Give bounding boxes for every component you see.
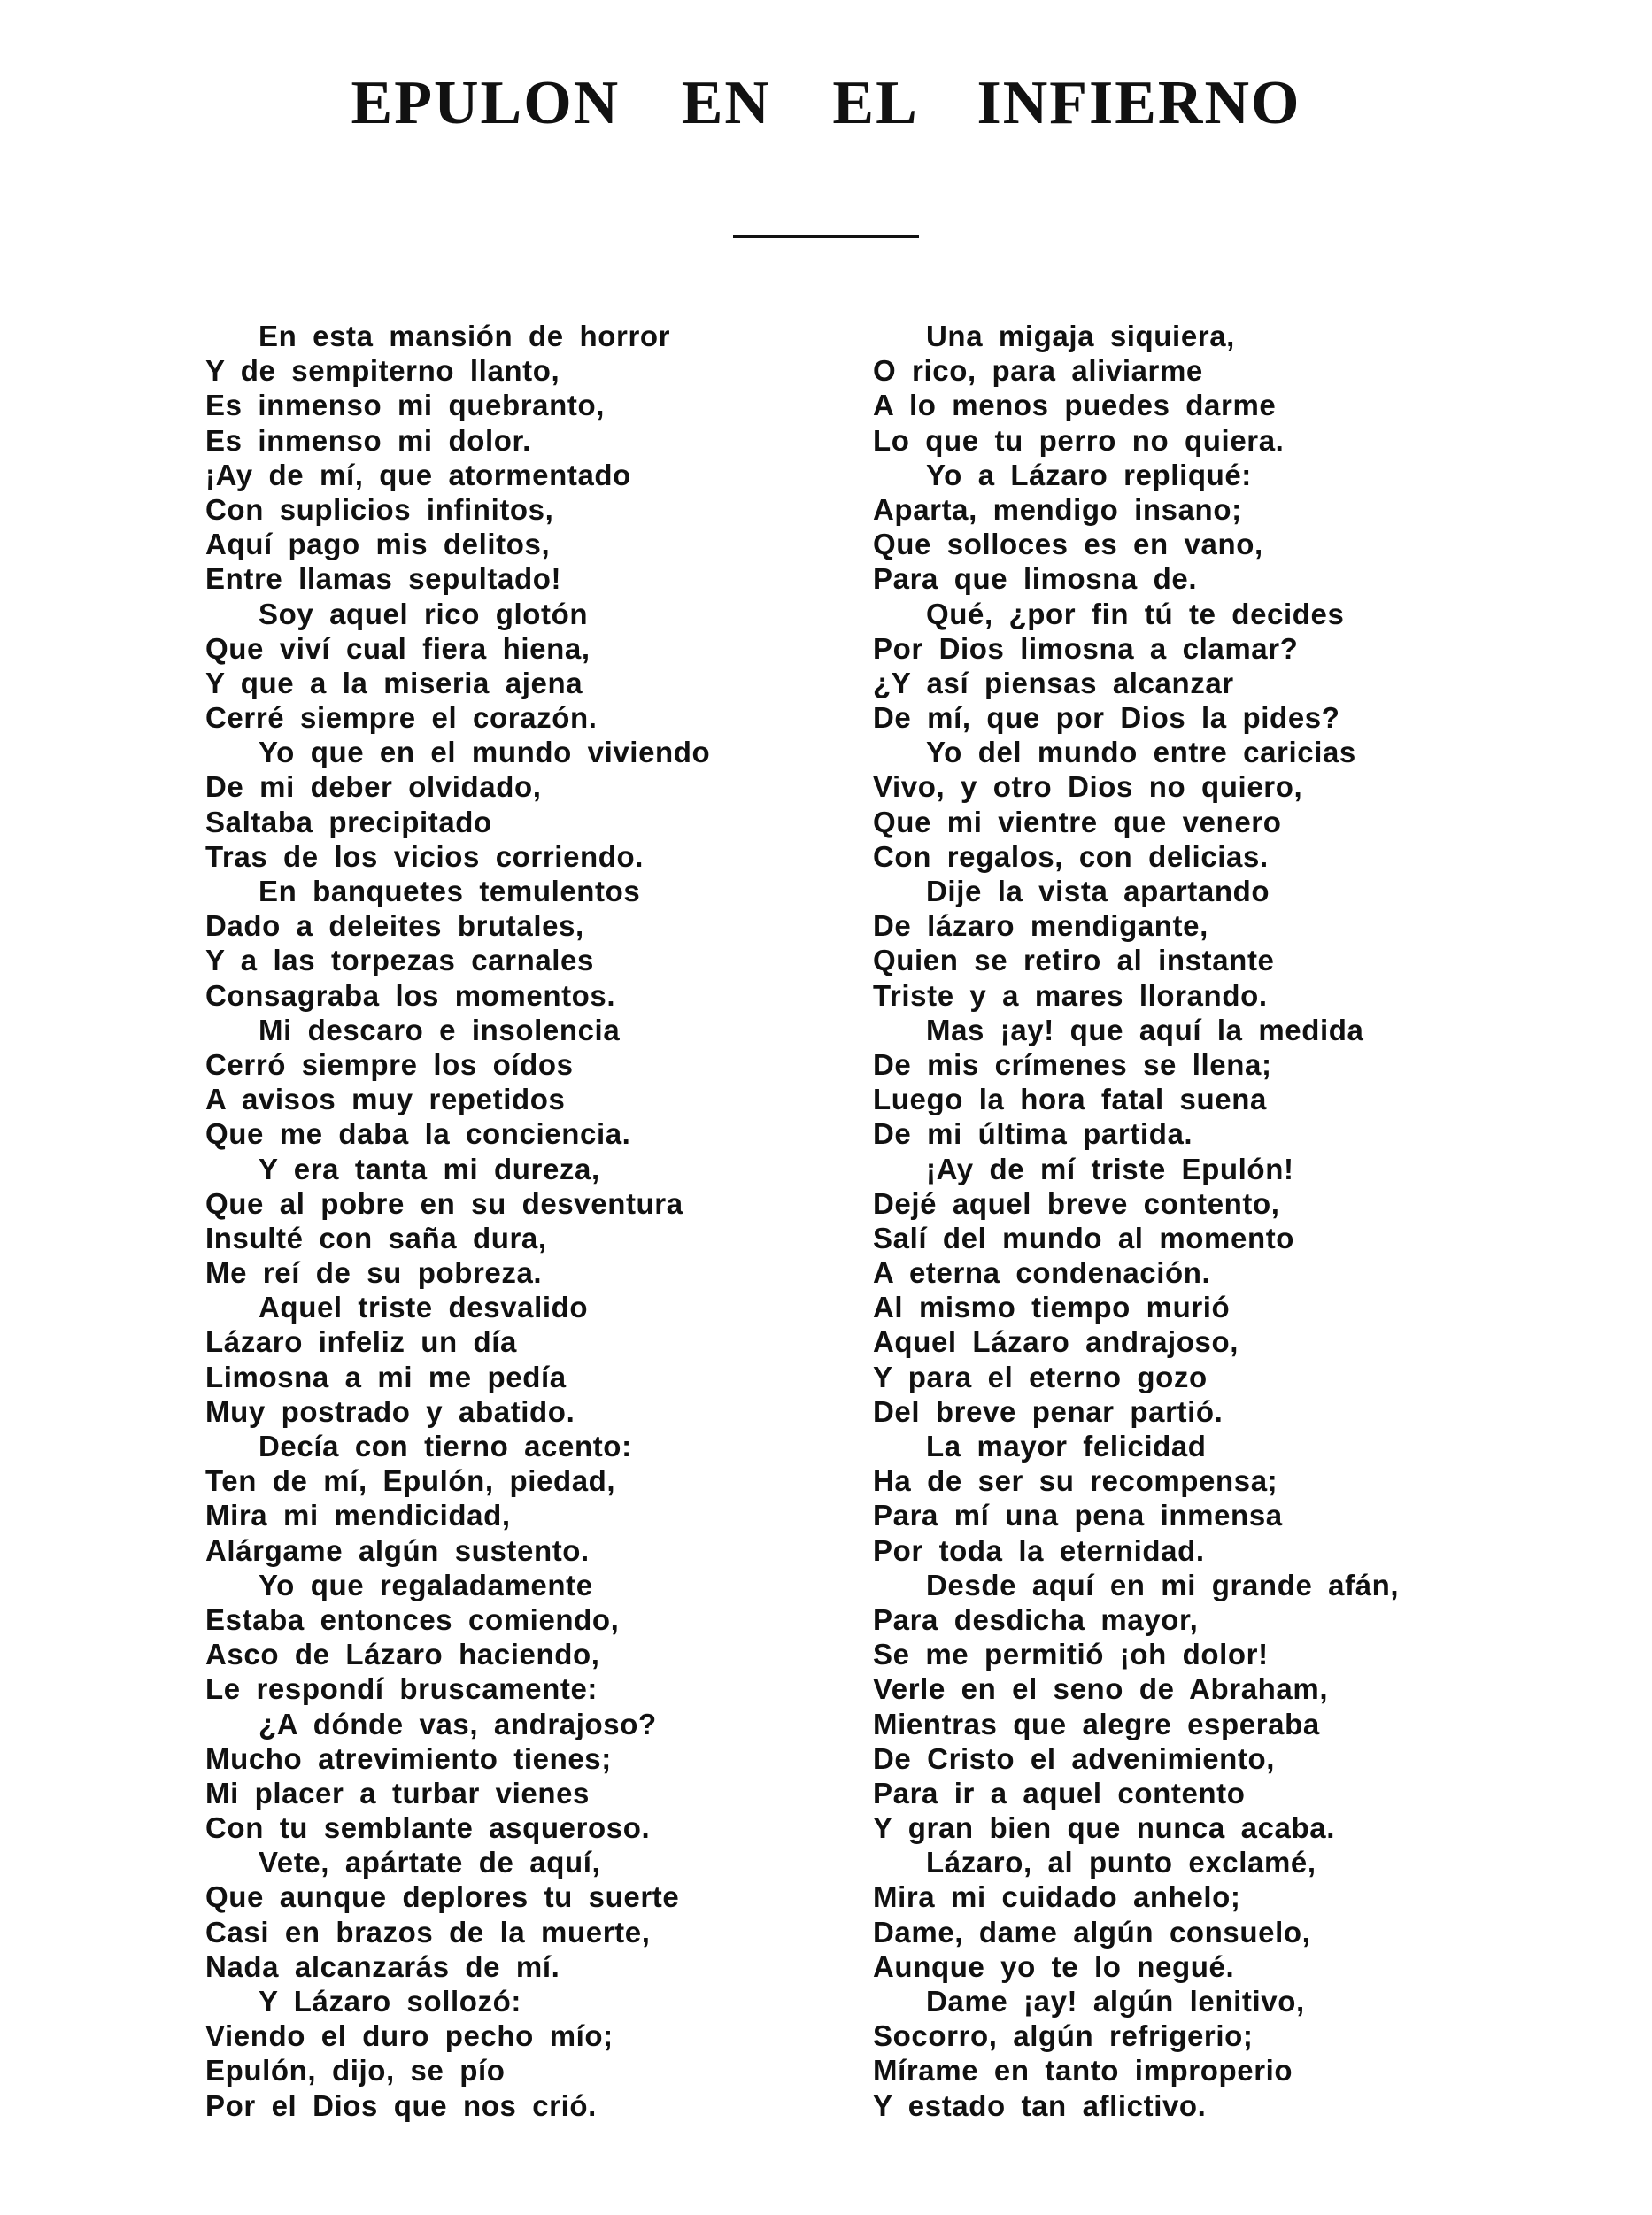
verse-line: ¡Ay de mí, que atormentado <box>205 458 631 491</box>
verse-line: Dame, dame algún consuelo, <box>873 1915 1311 1949</box>
verse-line: Es inmenso mi dolor. <box>205 423 531 457</box>
verse-line: Que aunque deplores tu suerte <box>205 1880 680 1914</box>
poem-title: EPULON EN EL INFIERNO <box>351 69 1301 137</box>
verse-line: Y que a la miseria ajena <box>205 666 583 699</box>
verse-line: Ten de mí, Epulón, piedad, <box>205 1464 616 1498</box>
verse-line: Ha de ser su recompensa; <box>873 1464 1278 1498</box>
poem-column-left <box>205 319 710 2123</box>
verse-line: O rico, para aliviarme <box>873 354 1203 388</box>
verse-line: Yo del mundo entre caricias <box>926 736 1356 769</box>
verse-line: Mi descaro e insolencia <box>259 1013 621 1046</box>
verse-line: Decía con tierno acento: <box>259 1430 632 1463</box>
verse-line: Le respondí bruscamente: <box>205 1672 598 1706</box>
verse-line: Aquel triste desvalido <box>259 1291 589 1324</box>
verse-line: De mi deber olvidado, <box>205 770 542 804</box>
verse-line: Que solloces es en vano, <box>873 528 1263 561</box>
verse-line: Consagraba los momentos. <box>205 978 616 1012</box>
verse-line: La mayor felicidad <box>926 1430 1207 1463</box>
verse-line: Dejé aquel breve contento, <box>873 1186 1280 1220</box>
verse-line: Es inmenso mi quebranto, <box>205 389 605 422</box>
verse-line: Que al pobre en su desventura <box>205 1186 683 1220</box>
verse-line: Quien se retiro al instante <box>873 944 1275 977</box>
verse-line: De mi última partida. <box>873 1117 1193 1151</box>
verse-line: Y a las torpezas carnales <box>205 944 594 977</box>
verse-line: Desde aquí en mi grande afán, <box>926 1568 1400 1601</box>
verse-line: En esta mansión de horror <box>259 320 671 352</box>
verse-line: Saltaba precipitado <box>205 805 492 838</box>
verse-line: ¡Ay de mí triste Epulón! <box>926 1152 1294 1185</box>
verse-line: Mira mi cuidado anhelo; <box>873 1880 1241 1914</box>
verse-line: Viendo el duro pecho mío; <box>205 2019 614 2053</box>
verse-line: Yo que regaladamente <box>259 1568 593 1601</box>
verse-line: Lázaro, al punto exclamé, <box>926 1846 1316 1879</box>
verse-line: Que viví cual fiera hiena, <box>205 631 591 665</box>
verse-line: Una migaja siquiera, <box>926 320 1235 352</box>
verse-line: Qué, ¿por fin tú te decides <box>926 597 1345 630</box>
verse-line: Mucho atrevimiento tienes; <box>205 1741 612 1775</box>
poem-column-right <box>873 319 1399 2123</box>
verse-line: Yo que en el mundo viviendo <box>259 736 711 769</box>
verse-line: A avisos muy repetidos <box>205 1083 566 1116</box>
verse-line: Me reí de su pobreza. <box>205 1256 543 1290</box>
verse-line: Y de sempiterno llanto, <box>205 354 560 388</box>
verse-line: Tras de los vicios corriendo. <box>205 839 645 873</box>
verse-line: Aunque yo te lo negué. <box>873 1949 1235 1983</box>
verse-line: Y Lázaro sollozó: <box>259 1985 521 2018</box>
verse-line: Socorro, algún refrigerio; <box>873 2019 1254 2053</box>
verse-line: Triste y a mares llorando. <box>873 978 1268 1012</box>
verse-line: Verle en el seno de Abraham, <box>873 1672 1329 1706</box>
verse-line: Aquí pago mis delitos, <box>205 528 551 561</box>
verse-line: ¿A dónde vas, andrajoso? <box>259 1707 657 1740</box>
verse-line: Muy postrado y abatido. <box>205 1394 575 1428</box>
verse-line: Que me daba la conciencia. <box>205 1117 631 1151</box>
verse-line: Y estado tan aflictivo. <box>873 2088 1207 2122</box>
verse-line: Con suplicios infinitos, <box>205 492 554 526</box>
verse-line: De mis crímenes se llena; <box>873 1047 1272 1081</box>
verse-line: Se me permitió ¡oh dolor! <box>873 1638 1269 1671</box>
verse-line: Epulón, dijo, se pío <box>205 2054 506 2088</box>
verse-line: Para mí una pena inmensa <box>873 1499 1283 1532</box>
verse-line: Yo a Lázaro repliqué: <box>926 458 1252 491</box>
verse-line: Dije la vista apartando <box>926 875 1270 907</box>
verse-line: Vivo, y otro Dios no quiero, <box>873 770 1303 804</box>
verse-line: De mí, que por Dios la pides? <box>873 701 1340 735</box>
verse-line: Mírame en tanto improperio <box>873 2054 1293 2088</box>
verse-line: Mi placer a turbar vienes <box>205 1776 590 1810</box>
verse-line: Dame ¡ay! algún lenitivo, <box>926 1985 1305 2018</box>
verse-line: Para que limosna de. <box>873 562 1198 596</box>
verse-line: Del breve penar partió. <box>873 1394 1224 1428</box>
verse-line: Limosna a mi me pedía <box>205 1360 567 1393</box>
verse-line: Al mismo tiempo murió <box>873 1291 1231 1324</box>
verse-line: Para ir a aquel contento <box>873 1776 1246 1810</box>
verse-line: Asco de Lázaro haciendo, <box>205 1638 600 1671</box>
verse-line: Aquel Lázaro andrajoso, <box>873 1325 1239 1359</box>
verse-line: Lo que tu perro no quiera. <box>873 423 1285 457</box>
verse-line: De Cristo el advenimiento, <box>873 1741 1276 1775</box>
verse-line: Soy aquel rico glotón <box>259 597 589 630</box>
verse-line: Estaba entonces comiendo, <box>205 1602 620 1636</box>
verse-line: ¿Y así piensas alcanzar <box>873 666 1234 699</box>
verse-line: Con regalos, con delicias. <box>873 839 1269 873</box>
verse-line: En banquetes temulentos <box>259 875 641 907</box>
verse-line: Lázaro infeliz un día <box>205 1325 517 1359</box>
verse-line: Por Dios limosna a clamar? <box>873 631 1299 665</box>
verse-line: Y gran bien que nunca acaba. <box>873 1811 1335 1845</box>
verse-line: Por toda la eternidad. <box>873 1533 1205 1567</box>
verse-line: Por el Dios que nos crió. <box>205 2088 597 2122</box>
verse-line: Mira mi mendicidad, <box>205 1499 511 1532</box>
verse-line: Cerró siempre los oídos <box>205 1047 574 1081</box>
verse-line: Casi en brazos de la muerte, <box>205 1915 651 1949</box>
verse-line: A lo menos puedes darme <box>873 389 1277 422</box>
verse-line: Salí del mundo al momento <box>873 1221 1295 1254</box>
verse-line: Para desdicha mayor, <box>873 1602 1199 1636</box>
verse-line: Que mi vientre que venero <box>873 805 1282 838</box>
verse-line: Nada alcanzarás de mí. <box>205 1949 560 1983</box>
verse-line: Mientras que alegre esperaba <box>873 1707 1320 1740</box>
verse-line: Con tu semblante asqueroso. <box>205 1811 651 1845</box>
verse-line: A eterna condenación. <box>873 1256 1211 1290</box>
verse-line: Entre llamas sepultado! <box>205 562 562 596</box>
verse-line: Luego la hora fatal suena <box>873 1083 1267 1116</box>
verse-line: Mas ¡ay! que aquí la medida <box>926 1013 1364 1046</box>
verse-line: Insulté con saña dura, <box>205 1221 547 1254</box>
verse-line: De lázaro mendigante, <box>873 909 1208 943</box>
verse-line: Cerré siempre el corazón. <box>205 701 598 735</box>
verse-line: Y para el eterno gozo <box>873 1360 1208 1393</box>
verse-line: Alárgame algún sustento. <box>205 1533 590 1567</box>
verse-line: Dado a deleites brutales, <box>205 909 584 943</box>
verse-line: Aparta, mendigo insano; <box>873 492 1242 526</box>
title-divider <box>733 235 919 238</box>
verse-line: Vete, apártate de aquí, <box>259 1846 601 1879</box>
verse-line: Y era tanta mi dureza, <box>259 1152 600 1185</box>
